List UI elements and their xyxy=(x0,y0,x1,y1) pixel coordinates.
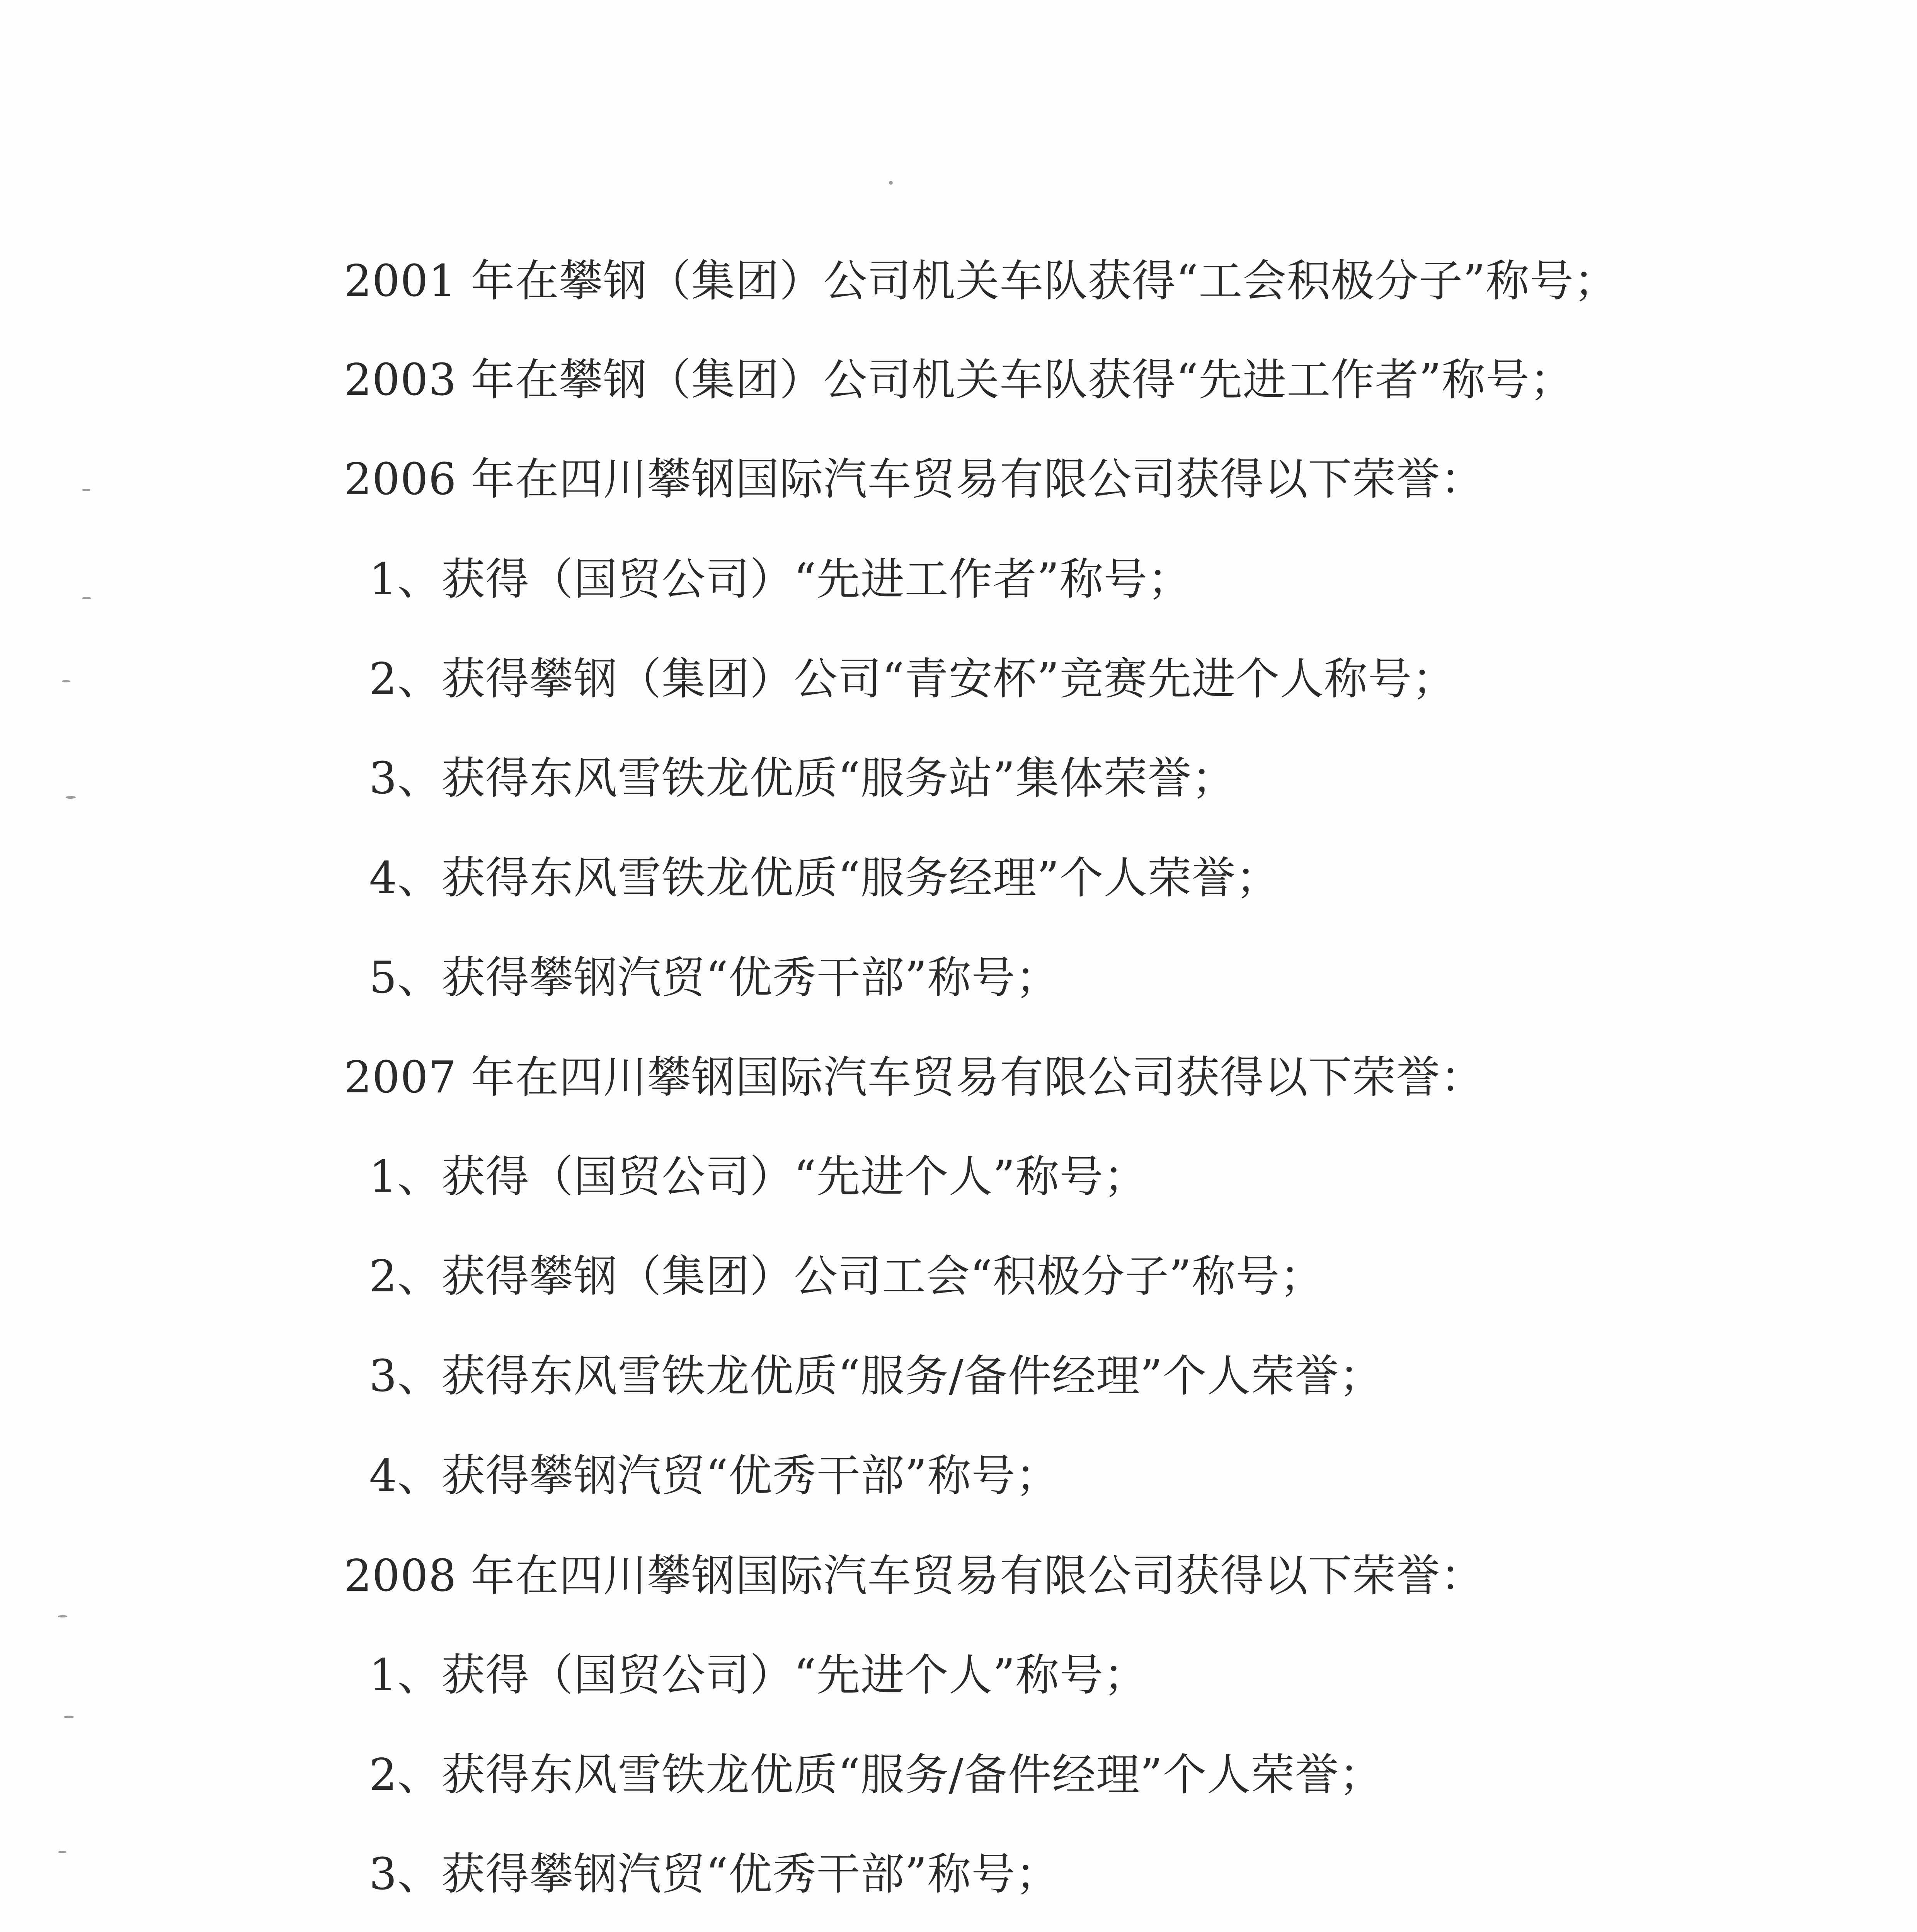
list-item: 1、获得（国贸公司）“先进个人”称号； xyxy=(369,1650,1148,1701)
list-item: 5、获得攀钢汽贸“优秀干部”称号； xyxy=(369,952,1060,1003)
list-item: 2、获得攀钢（集团）公司工会“积极分子”称号； xyxy=(369,1251,1324,1302)
scan-mark xyxy=(64,1716,74,1718)
scan-mark xyxy=(889,181,893,185)
list-item: 1、获得（国贸公司）“先进工作者”称号； xyxy=(369,554,1192,605)
list-item: 3、获得东风雪铁龙优质“服务/备件经理”个人荣誉； xyxy=(369,1350,1383,1401)
text-line: 2006 年在四川攀钢国际汽车贸易有限公司获得以下荣誉： xyxy=(344,454,1485,505)
scan-mark xyxy=(58,1851,66,1853)
text-line: 2003 年在攀钢（集团）公司机关车队获得“先进工作者”称号； xyxy=(344,354,1574,405)
scan-mark xyxy=(62,680,70,682)
list-item: 1、获得（国贸公司）“先进个人”称号； xyxy=(369,1151,1148,1202)
scan-mark xyxy=(82,489,90,491)
text-line: 2008 年在四川攀钢国际汽车贸易有限公司获得以下荣誉： xyxy=(344,1550,1485,1601)
list-item: 3、获得攀钢汽贸“优秀干部”称号； xyxy=(369,1849,1060,1900)
scan-mark xyxy=(82,597,91,599)
scan-mark xyxy=(58,1615,67,1617)
list-item: 2、获得东风雪铁龙优质“服务/备件经理”个人荣誉； xyxy=(369,1749,1383,1800)
scan-mark xyxy=(66,796,76,799)
list-item: 2、获得攀钢（集团）公司“青安杯”竞赛先进个人称号； xyxy=(369,653,1456,704)
list-item: 4、获得东风雪铁龙优质“服务经理”个人荣誉； xyxy=(369,852,1280,903)
list-item: 4、获得攀钢汽贸“优秀干部”称号； xyxy=(369,1450,1060,1501)
list-item: 3、获得东风雪铁龙优质“服务站”集体荣誉； xyxy=(369,753,1236,804)
text-line: 2001 年在攀钢（集团）公司机关车队获得“工会积极分子”称号； xyxy=(344,255,1618,306)
text-line: 2007 年在四川攀钢国际汽车贸易有限公司获得以下荣誉： xyxy=(344,1052,1485,1103)
